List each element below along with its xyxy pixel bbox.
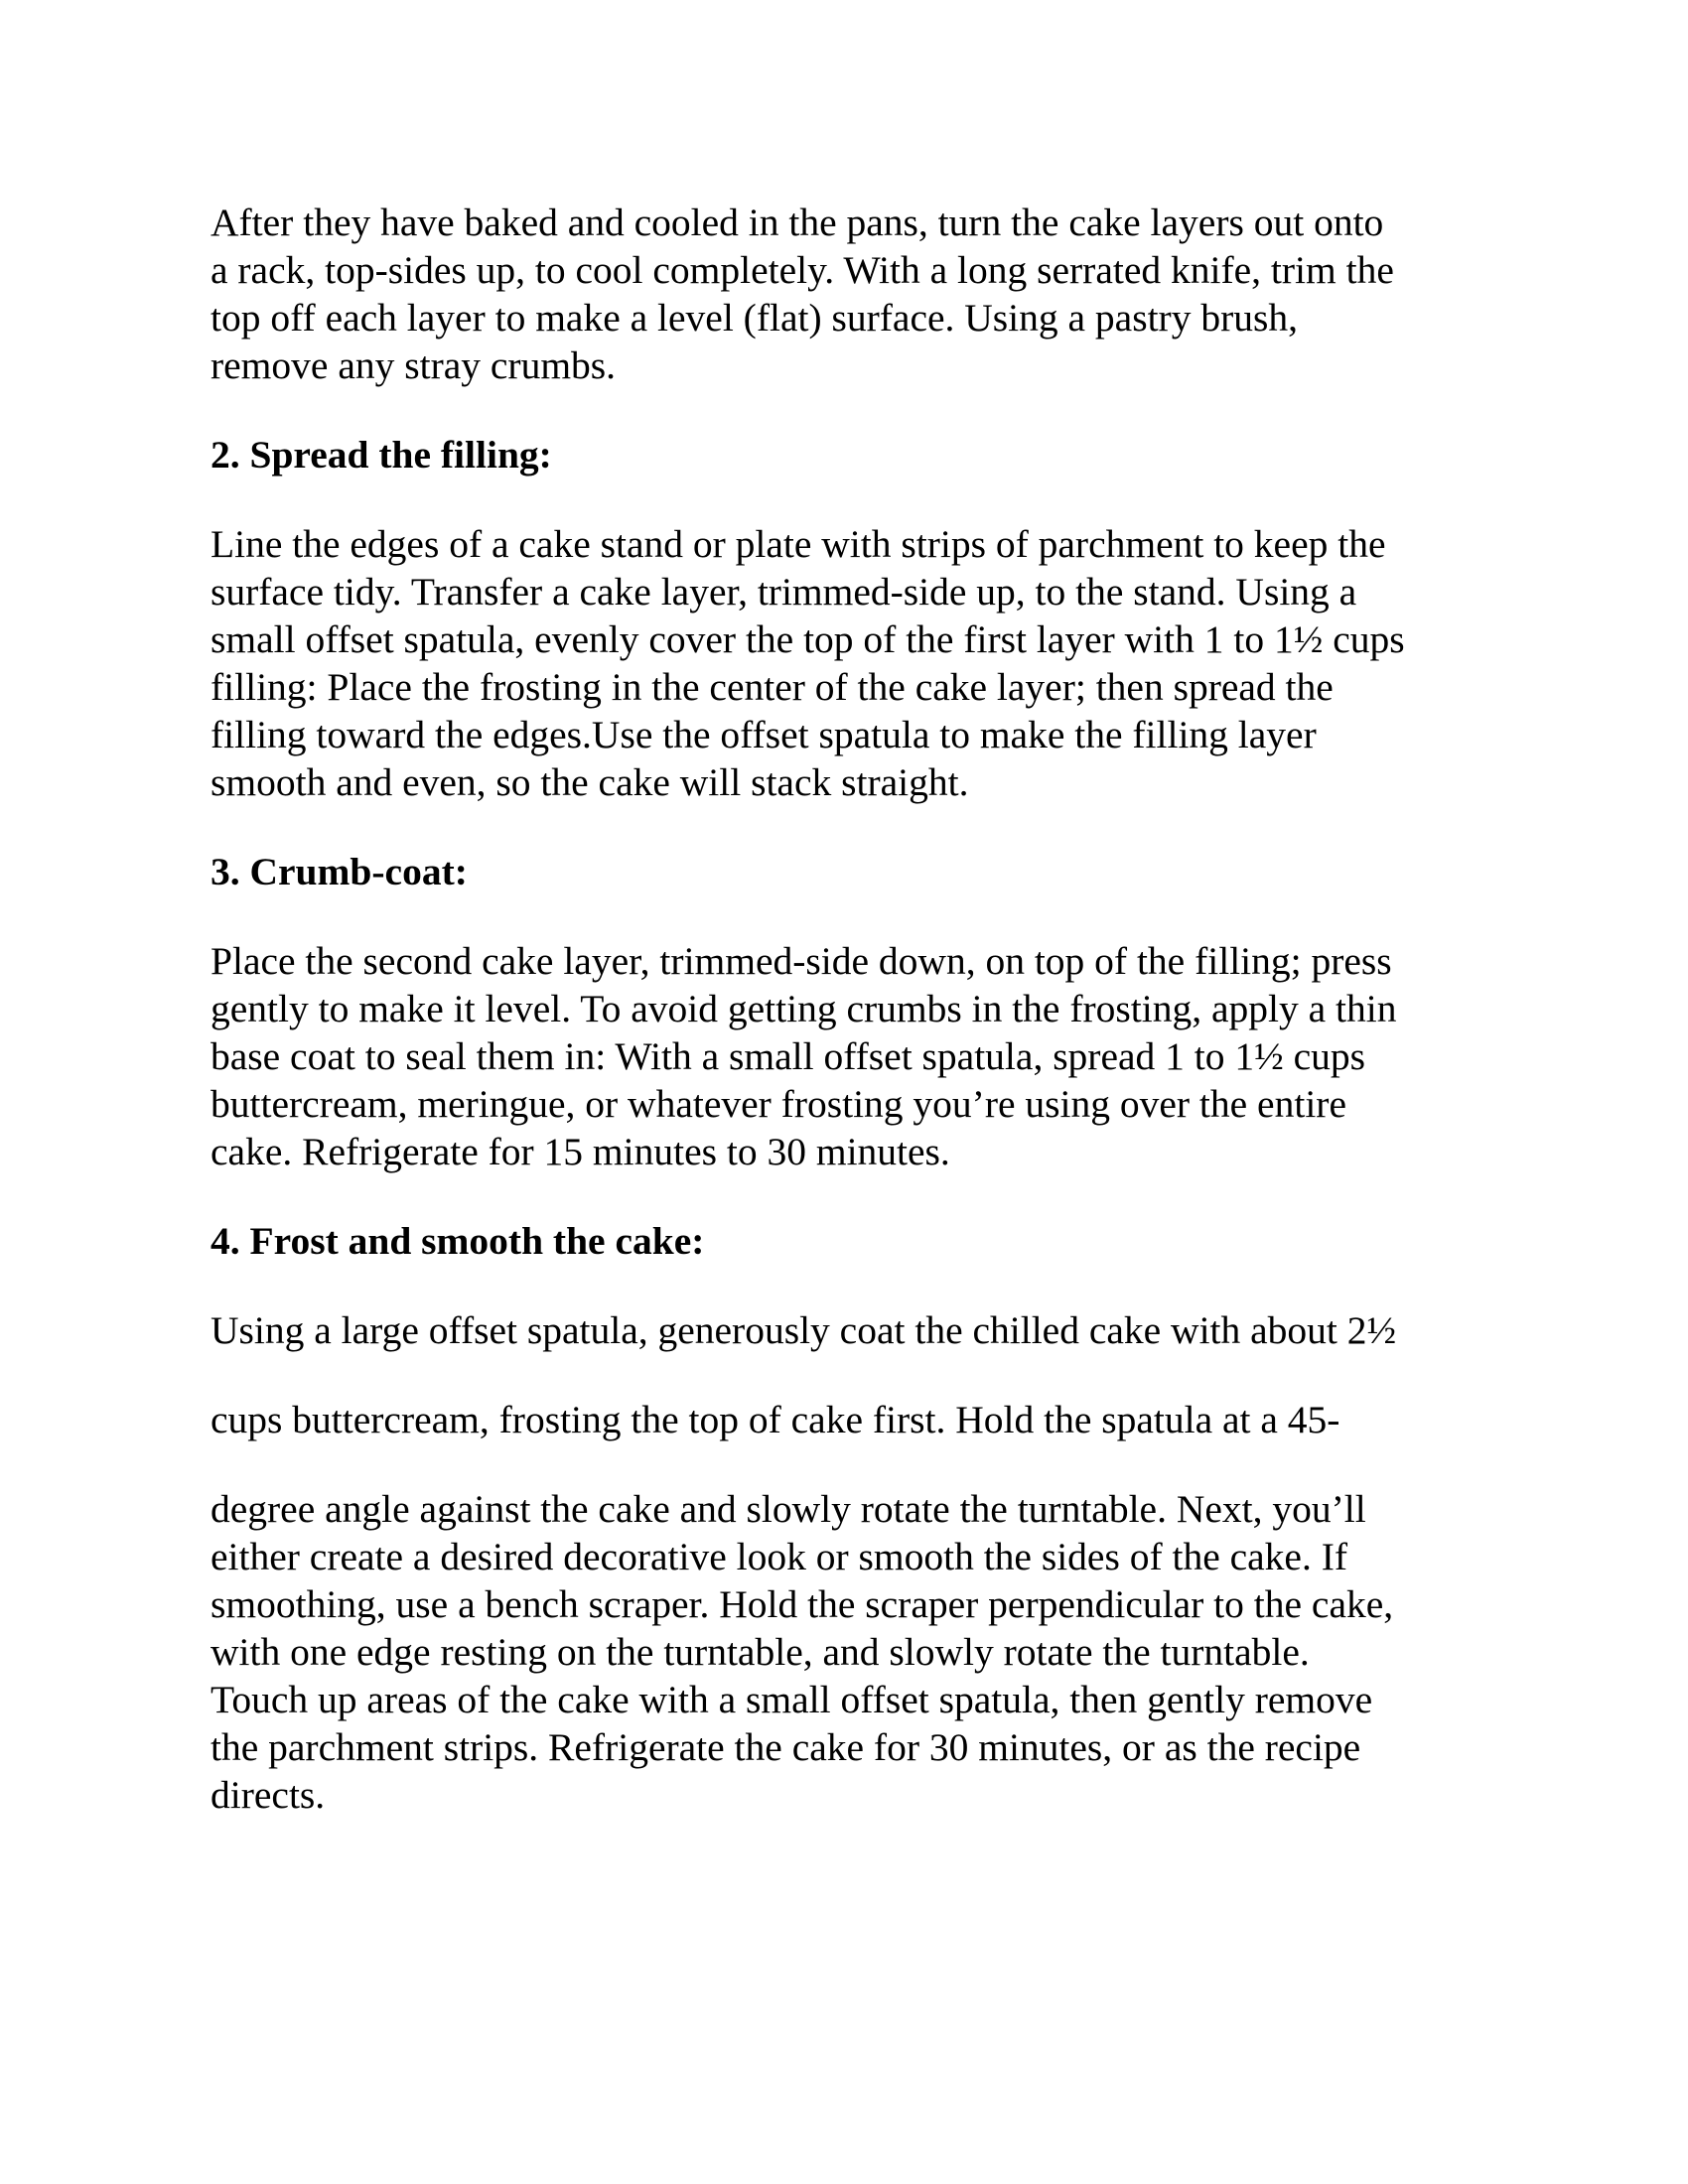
paragraph-line: top off each layer to make a level (flat) surface. Using a pastry brush, (211, 296, 1298, 340)
paragraph-line: buttercream, meringue, or whatever frosting you’re using over the entire (211, 1082, 1346, 1126)
frost-smooth-paragraph (211, 1485, 1501, 1819)
document-body (211, 199, 1501, 1860)
paragraph-line: directs. (211, 1773, 326, 1817)
paragraph-line: cake. Refrigerate for 15 minutes to 30 minutes. (211, 1130, 950, 1173)
paragraph-line: the parchment strips. Refrigerate the cake for 30 minutes, or as the recipe (211, 1725, 1361, 1769)
paragraph-line: After they have baked and cooled in the pans, turn the cake layers out onto (211, 201, 1384, 244)
paragraph-line: Touch up areas of the cake with a small offset spatula, then gently remove (211, 1678, 1373, 1721)
spread-filling-paragraph (211, 520, 1501, 806)
crumb-coat-paragraph (211, 937, 1501, 1175)
paragraph-line: filling: Place the frosting in the center of the cake layer; then spread the (211, 665, 1334, 709)
paragraph-line: a rack, top-sides up, to cool completely. With a long serrated knife, trim the (211, 248, 1394, 292)
paragraph-line: with one edge resting on the turntable, and slowly rotate the turntable. (211, 1630, 1310, 1674)
step-3-heading: 3. Crumb-coat: (211, 850, 468, 893)
paragraph-line: Place the second cake layer, trimmed-side down, on top of the filling; press (211, 939, 1392, 983)
trim-layers-paragraph (211, 199, 1501, 389)
paragraph-line: smooth and even, so the cake will stack straight. (211, 760, 969, 804)
paragraph-line: either create a desired decorative look or smooth the sides of the cake. If (211, 1535, 1348, 1578)
paragraph-line: surface tidy. Transfer a cake layer, trimmed-side up, to the stand. Using a (211, 570, 1357, 614)
paragraph-line: Line the edges of a cake stand or plate with strips of parchment to keep the (211, 522, 1386, 566)
paragraph-line: small offset spatula, evenly cover the top of the first layer with 1 to 1½ cups (211, 617, 1405, 661)
paragraph-line: base coat to seal them in: With a small offset spatula, spread 1 to 1½ cups (211, 1034, 1366, 1078)
paragraph-line: filling toward the edges.Use the offset spatula to make the filling layer (211, 713, 1317, 756)
step-2-heading: 2. Spread the filling: (211, 433, 552, 477)
paragraph-line: remove any stray crumbs. (211, 343, 617, 387)
frost-paragraph-line-2 (211, 1396, 1501, 1443)
paragraph-line: smoothing, use a bench scraper. Hold the scraper perpendicular to the cake, (211, 1582, 1394, 1626)
paragraph-line: gently to make it level. To avoid getting crumbs in the frosting, apply a thin (211, 987, 1397, 1030)
paragraph-line: cups buttercream, frosting the top of cake first. Hold the spatula at a 45- (211, 1398, 1340, 1441)
step-4-heading: 4. Frost and smooth the cake: (211, 1219, 705, 1263)
paragraph-line: degree angle against the cake and slowly rotate the turntable. Next, you’ll (211, 1487, 1366, 1531)
paragraph-line: Using a large offset spatula, generously coat the chilled cake with about 2½ (211, 1308, 1397, 1352)
frost-paragraph-line-1 (211, 1306, 1501, 1354)
